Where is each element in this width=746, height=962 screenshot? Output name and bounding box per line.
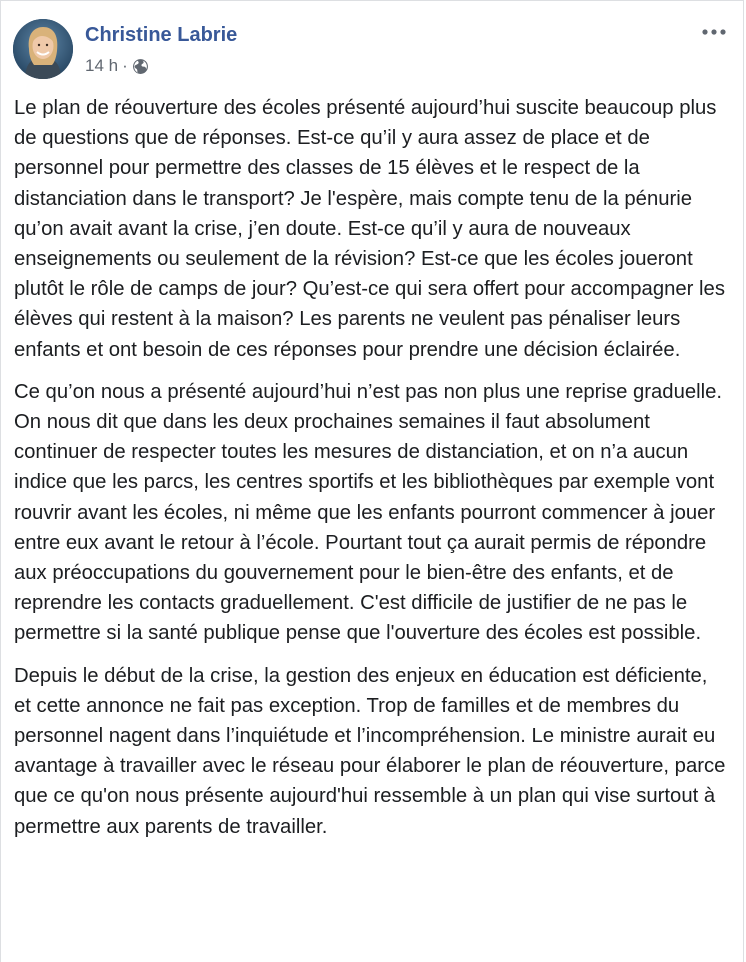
more-options-icon — [699, 21, 729, 43]
meta-separator: · — [122, 56, 128, 75]
profile-photo — [13, 19, 73, 79]
more-options-button[interactable] — [699, 21, 729, 43]
globe-icon[interactable] — [132, 58, 149, 75]
post-paragraph: Le plan de réouverture des écoles présenté aujourd’hui suscite beaucoup plus de questions que de réponses. Est-ce qu’il y aura assez de place et de personnel pour permettre des classes de 15 élèves et le respect de la distanciation dans le transport? Je l'espère, mais compte tenu de la pénurie qu’on avait avant la crise, j’en doute. Est-ce qu’il y aura de nouveaux enseignements ou seulement de la révision? Est-ce que les écoles joueront plutôt le rôle de camps de jour? Qu’est-ce qui sera offert pour accompagner les élèves qui restent à la maison? Les parents ne veulent pas pénaliser leurs enfants et ont besoin de ces réponses pour prendre une décision éclairée. — [14, 97, 725, 361]
post-meta — [85, 56, 149, 76]
post-paragraph: Ce qu’on nous a présenté aujourd’hui n’est pas non plus une reprise graduelle. On nous dit que dans les deux prochaines semaines il faut absolument continuer de respecter toutes les mesures de distanciation, et on n’a aucun indice que les parcs, les centres sportifs et les bibliothèques par exemple vont rouvrir avant les écoles, ni même que les enfants pourront commencer à jouer entre eux avant le retour à l’école. Pourtant tout ça aurait permis de répondre aux préoccupations du gouvernement pour le bien-être des enfants, et de reprendre les contacts graduellement. C'est difficile de justifier de ne pas le permettre si la santé publique pense que l'ouverture des écoles est possible. — [14, 380, 723, 645]
post-timestamp[interactable]: 14 h — [85, 56, 119, 75]
avatar[interactable] — [13, 19, 73, 79]
author-name[interactable]: Christine Labrie — [85, 24, 238, 46]
post-header — [13, 19, 731, 83]
post-body — [14, 93, 726, 842]
post-paragraph: Depuis le début de la crise, la gestion des enjeux en éducation est déficiente, et cette annonce ne fait pas exception. Trop de familles et de membres du personnel nagent dans l’inquiétude et l’incompréhension. Le ministre aurait eu avantage à travailler avec le réseau pour élaborer le plan de réouverture, parce que ce qu'on nous présente aujourd'hui ressemble à un plan qui vise surtout à permettre aux parents de travailler. — [14, 664, 726, 838]
